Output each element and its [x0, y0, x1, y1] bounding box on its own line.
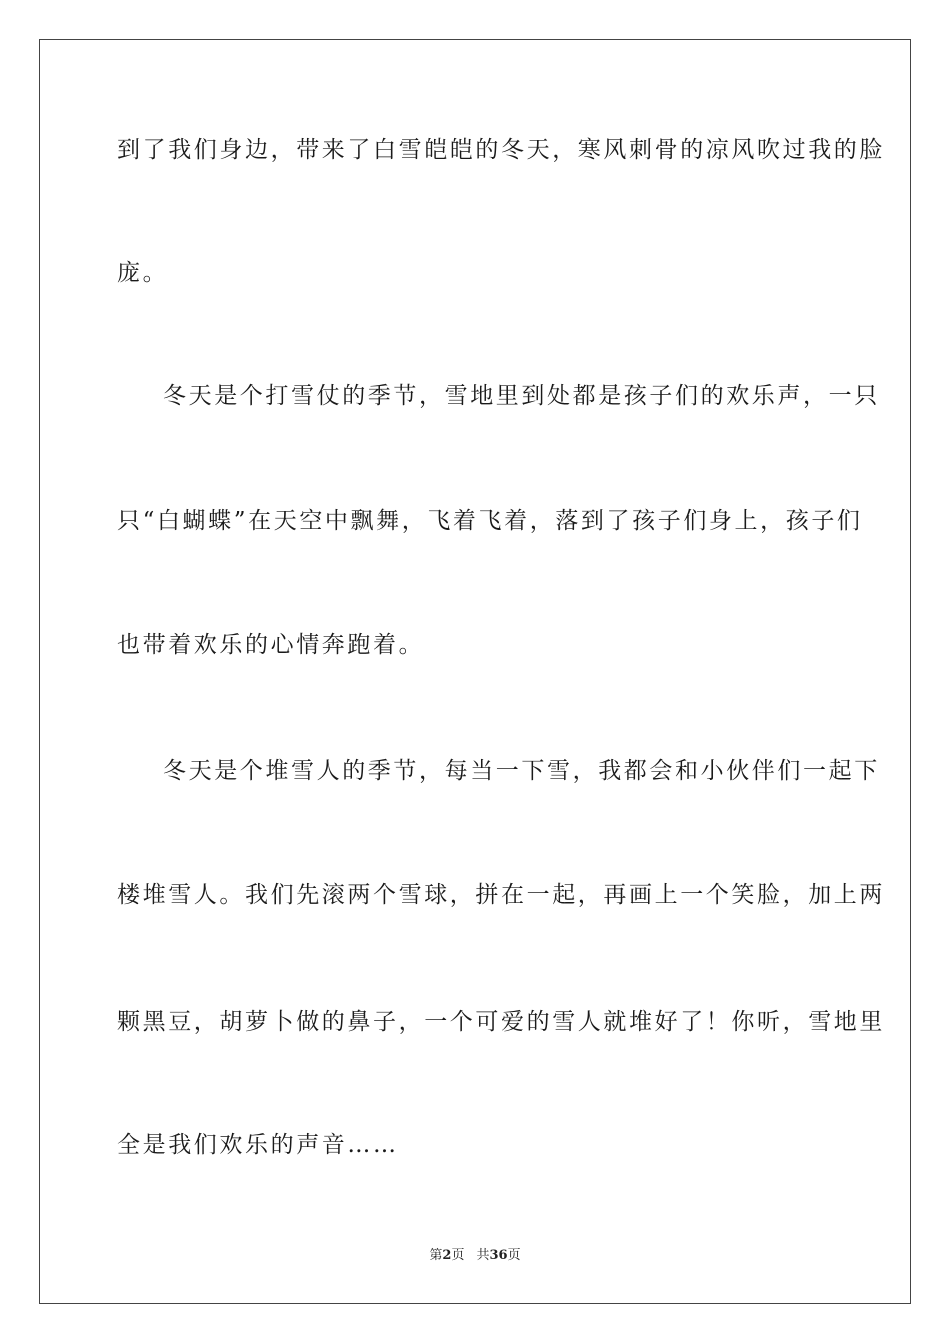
total-prefix: 共	[476, 1248, 490, 1263]
total-pages: 36	[489, 1248, 508, 1263]
total-suffix: 页	[507, 1248, 521, 1263]
page-footer	[0, 1247, 950, 1265]
paragraph-line: 只“白蝴蝶”在天空中飘舞，飞着飞着，落到了孩子们身上，孩子们	[117, 508, 863, 534]
paragraph-line: 楼堆雪人。我们先滚两个雪球，拼在一起，再画上一个笑脸，加上两	[117, 882, 885, 908]
paragraph-line: 冬天是个堆雪人的季节，每当一下雪，我都会和小伙伴们一起下	[163, 758, 880, 784]
paragraph-line: 到了我们身边，带来了白雪皑皑的冬天，寒风刺骨的凉风吹过我的脸	[117, 137, 885, 163]
page-border	[39, 39, 911, 1304]
page-number: 2	[442, 1248, 452, 1263]
paragraph-line: 庞。	[117, 260, 169, 286]
paragraph-line: 也带着欢乐的心情奔跑着。	[117, 632, 425, 658]
paragraph-line: 冬天是个打雪仗的季节，雪地里到处都是孩子们的欢乐声，一只	[163, 383, 880, 409]
paragraph-line: 颗黑豆，胡萝卜做的鼻子，一个可爱的雪人就堆好了！你听，雪地里	[117, 1009, 885, 1035]
page-prefix: 第	[429, 1248, 443, 1263]
page-suffix: 页	[451, 1248, 465, 1263]
paragraph-line: 全是我们欢乐的声音……	[117, 1132, 399, 1158]
